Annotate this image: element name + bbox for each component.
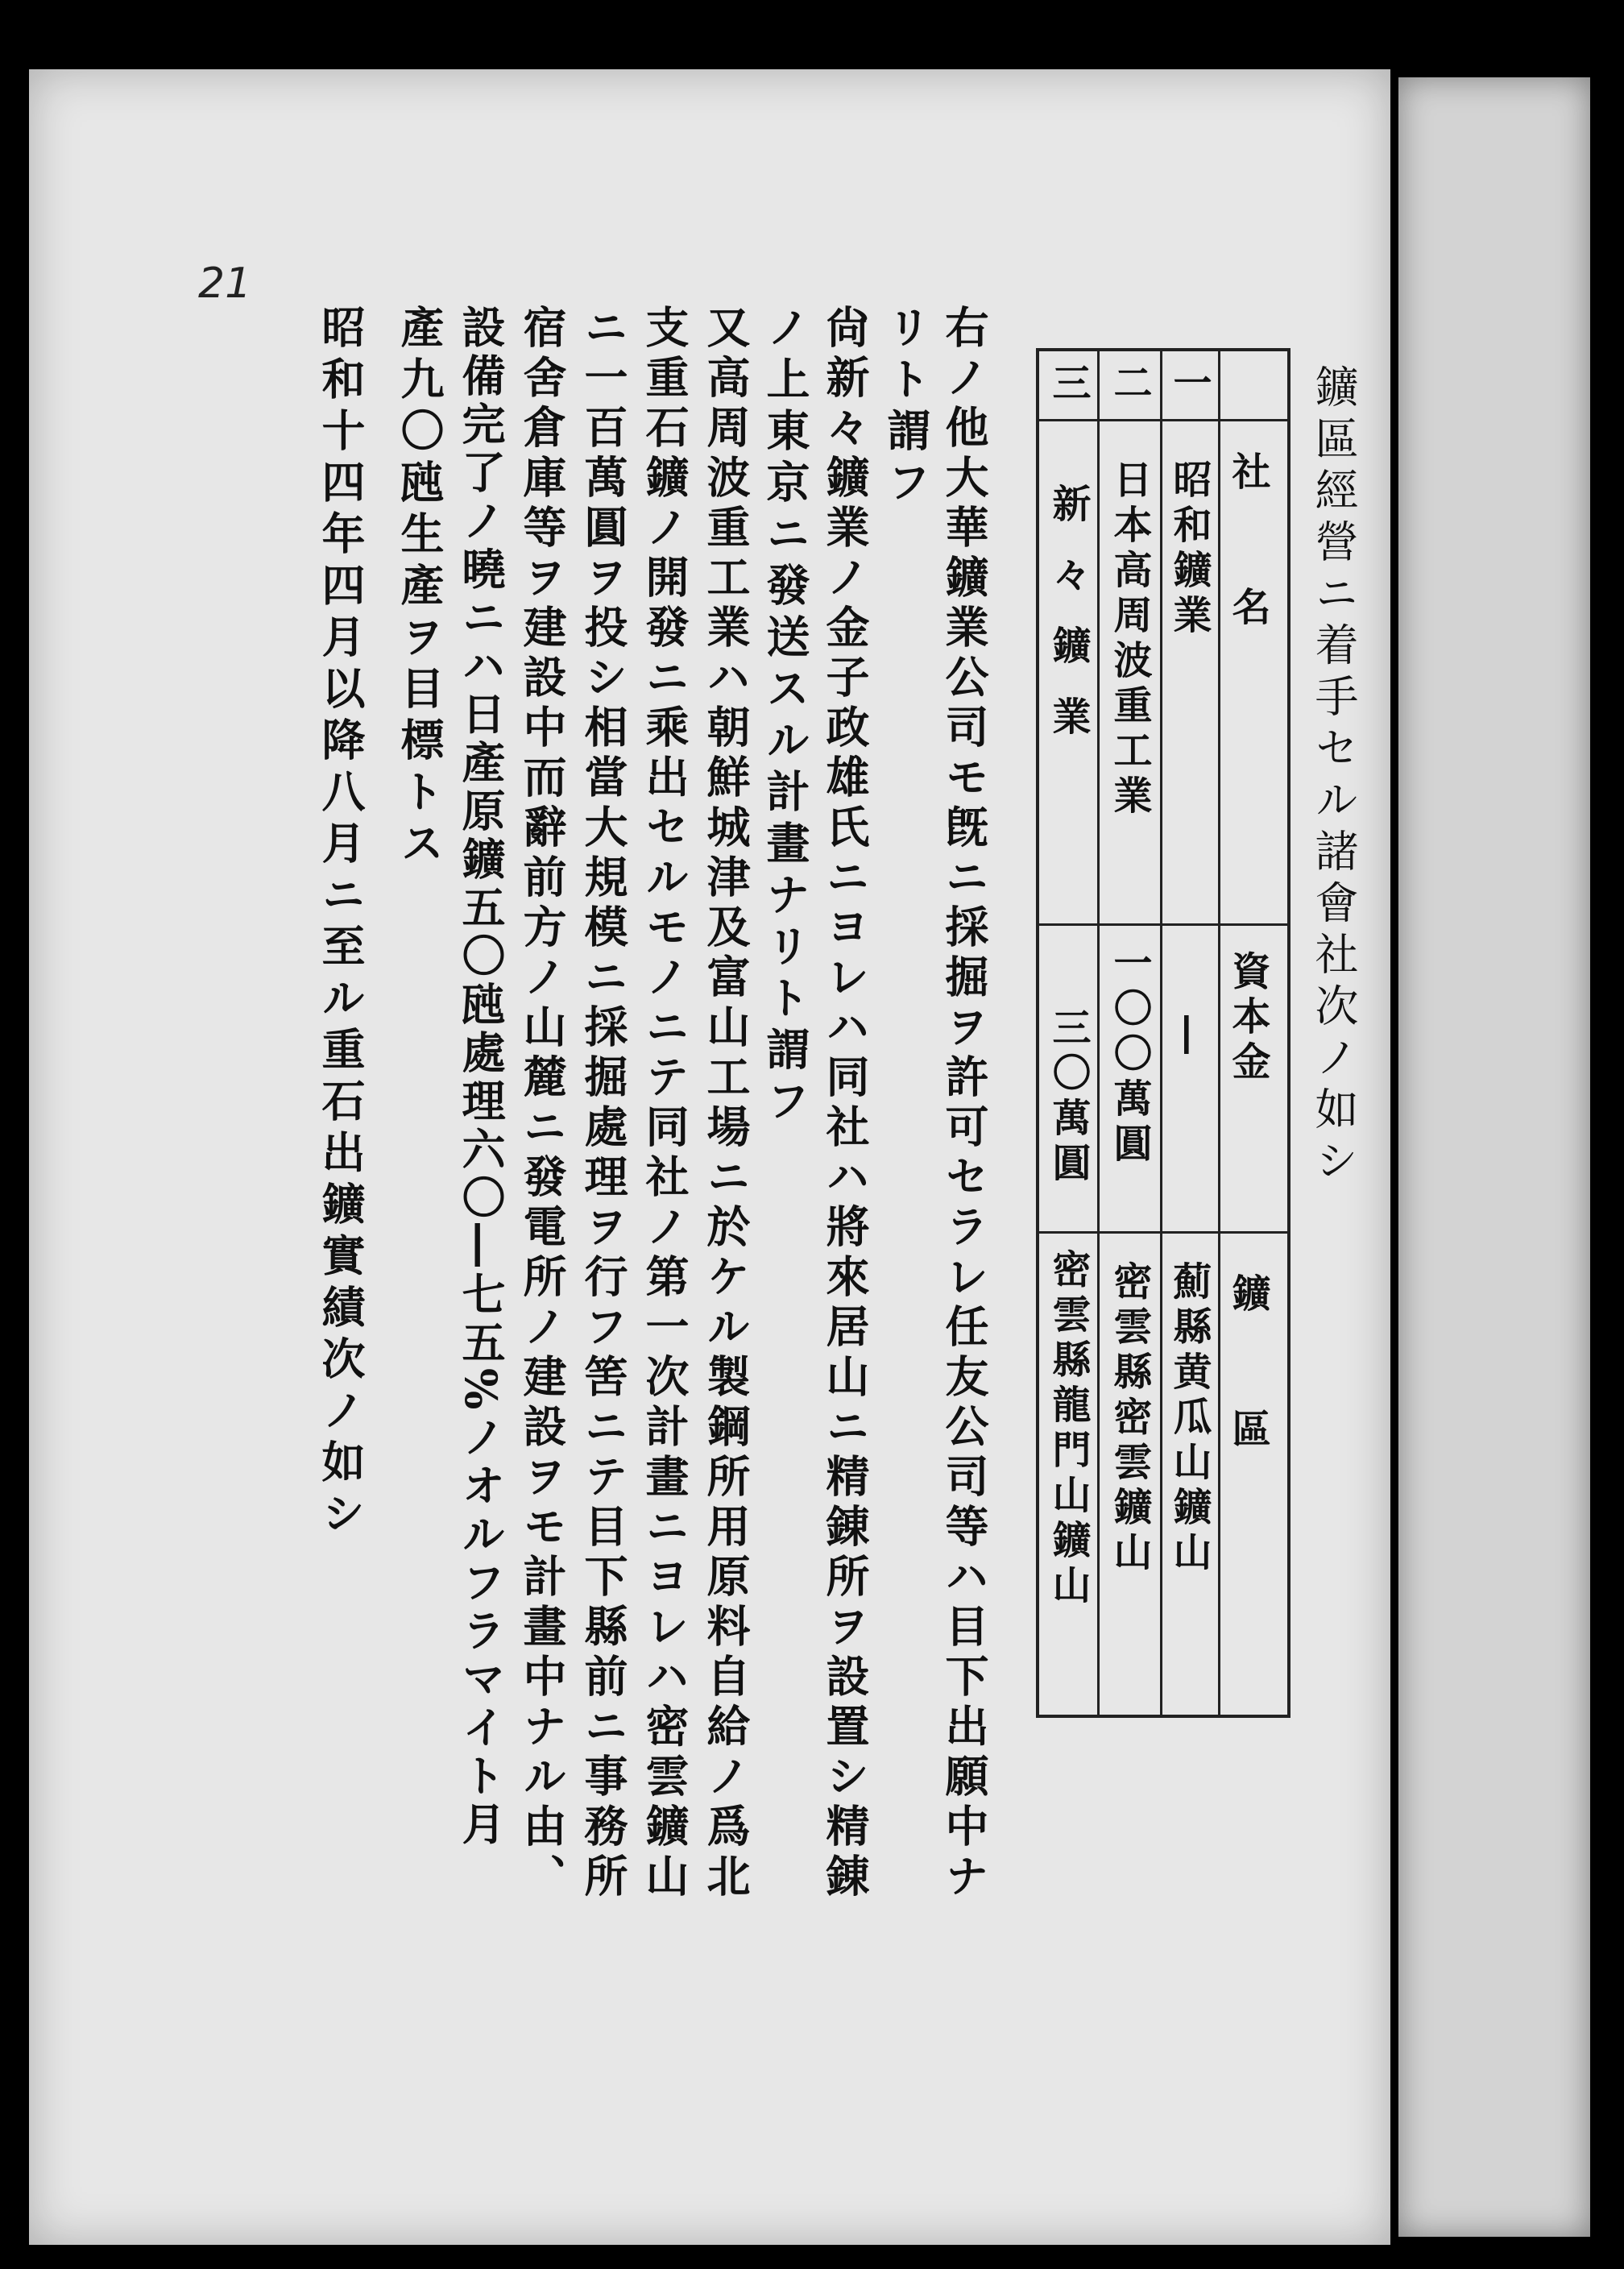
table-cell-company: 昭和鑛業 [1166, 459, 1212, 640]
table-header-capital: 資本金 [1225, 951, 1270, 1086]
body-line: 尙新々鑛業ノ金子政雄氏ニヨレハ同社ハ將來居山ニ精錬所ヲ設置シ精錬 [819, 305, 871, 1903]
table-cell-company: 新々鑛業 [1046, 483, 1091, 767]
table-row-number: 二 [1107, 363, 1152, 408]
body-line: 設備完了ノ曉ニハ日產原鑛五〇瓲處理六〇―七五%ノオルフラマイト月 [455, 305, 507, 1850]
table-row-number: 一 [1166, 363, 1212, 408]
table-header-area: 鑛 區 [1225, 1273, 1270, 1454]
body-line: 產九〇瓲生產ヲ目標トス [394, 305, 445, 872]
body-line: 宿舍倉庫等ヲ建設中而辭前方ノ山麓ニ發電所ノ建設ヲモ計畫中ナル由、 [516, 305, 568, 1903]
table-cell-area: 密雲縣龍門山鑛山 [1046, 1249, 1091, 1610]
body-line: ノ上東京ニ發送スル計畫ナリト謂フ [760, 305, 811, 1130]
table-cell-capital: ― [1166, 1015, 1212, 1060]
section-heading: 鑛區經營ニ着手セル諸會社次ノ如シ [1308, 364, 1359, 1189]
table-cell-company: 日本高周波重工業 [1107, 459, 1152, 820]
body-line: ニ一百萬圓ヲ投シ相當大規模ニ採掘處理ヲ行フ筈ニテ目下縣前ニ事務所 [578, 305, 629, 1903]
body-line: リト謂フ [880, 305, 932, 511]
table-header-company: 社 名 [1225, 451, 1270, 632]
table-row-number: 三 [1046, 363, 1091, 408]
body-line: 昭和十四年四月以降八月ニ至ル重石出鑛實績次ノ如シ [315, 305, 367, 1542]
table-cell-capital: 一〇〇萬圓 [1107, 943, 1152, 1168]
table-cell-area: 薊縣黄瓜山鑛山 [1166, 1261, 1212, 1577]
table-cell-area: 密雲縣密雲鑛山 [1107, 1261, 1152, 1577]
page-number: 21 [198, 259, 252, 308]
table-cell-capital: 三〇萬圓 [1046, 1007, 1091, 1188]
body-line: 右ノ他大華鑛業公司モ旣ニ採掘ヲ許可セラレ任友公司等ハ目下出願中ナ [938, 305, 990, 1903]
facing-page-edge [1398, 77, 1590, 2237]
body-line: 支重石鑛ノ開發ニ乘出セルモノニテ同社ノ第一次計畫ニヨレハ密雲鑛山 [639, 305, 690, 1903]
body-line: 又高周波重工業ハ朝鮮城津及富山工場ニ於ケル製鋼所用原料自給ノ爲北 [700, 305, 752, 1903]
